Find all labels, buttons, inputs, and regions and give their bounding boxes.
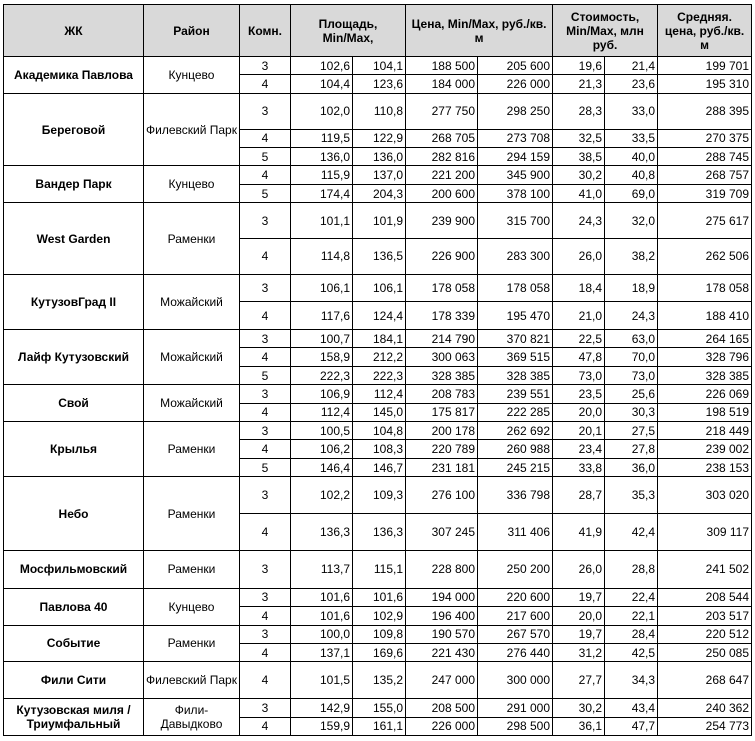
complex-name: Свой bbox=[4, 385, 144, 422]
area-max-cell: 161,1 bbox=[353, 717, 406, 735]
price-min-cell: 196 400 bbox=[406, 607, 478, 625]
area-min-cell: 114,8 bbox=[291, 239, 353, 275]
area-max-cell: 102,9 bbox=[353, 607, 406, 625]
cost-min-cell: 19,7 bbox=[553, 588, 605, 606]
area-min-cell: 102,0 bbox=[291, 93, 353, 129]
cost-max-cell: 42,5 bbox=[605, 643, 658, 661]
avg-price-cell: 328 796 bbox=[658, 348, 752, 366]
avg-price-cell: 254 773 bbox=[658, 717, 752, 735]
cost-min-cell: 47,8 bbox=[553, 348, 605, 366]
price-min-cell: 282 816 bbox=[406, 148, 478, 166]
price-max-cell: 178 058 bbox=[478, 274, 553, 302]
avg-price-cell: 220 512 bbox=[658, 625, 752, 643]
area-min-cell: 159,9 bbox=[291, 717, 353, 735]
cost-min-cell: 21,0 bbox=[553, 302, 605, 330]
table-row bbox=[4, 422, 752, 440]
cost-min-cell: 26,0 bbox=[553, 550, 605, 588]
district-name: Филевский Парк bbox=[144, 93, 240, 166]
area-min-cell: 115,9 bbox=[291, 166, 353, 184]
cost-max-cell: 33,5 bbox=[605, 129, 658, 147]
price-min-cell: 214 790 bbox=[406, 330, 478, 348]
cost-max-cell: 40,0 bbox=[605, 148, 658, 166]
area-min-cell: 101,6 bbox=[291, 588, 353, 606]
rooms-cell: 5 bbox=[240, 458, 291, 476]
cost-max-cell: 22,4 bbox=[605, 588, 658, 606]
cost-max-cell: 27,8 bbox=[605, 440, 658, 458]
price-min-cell: 277 750 bbox=[406, 93, 478, 129]
cost-min-cell: 28,3 bbox=[553, 93, 605, 129]
price-max-cell: 250 200 bbox=[478, 550, 553, 588]
area-max-cell: 104,8 bbox=[353, 422, 406, 440]
rooms-cell: 5 bbox=[240, 184, 291, 202]
rooms-cell: 4 bbox=[240, 348, 291, 366]
cost-min-cell: 30,2 bbox=[553, 166, 605, 184]
cost-max-cell: 43,4 bbox=[605, 699, 658, 717]
cost-max-cell: 25,6 bbox=[605, 385, 658, 403]
cost-min-cell: 20,0 bbox=[553, 403, 605, 421]
area-min-cell: 142,9 bbox=[291, 699, 353, 717]
price-max-cell: 378 100 bbox=[478, 184, 553, 202]
area-max-cell: 222,3 bbox=[353, 366, 406, 384]
rooms-cell: 3 bbox=[240, 385, 291, 403]
price-max-cell: 370 821 bbox=[478, 330, 553, 348]
area-max-cell: 136,0 bbox=[353, 148, 406, 166]
cost-max-cell: 30,3 bbox=[605, 403, 658, 421]
price-max-cell: 205 600 bbox=[478, 57, 553, 75]
area-max-cell: 108,3 bbox=[353, 440, 406, 458]
header-price: Цена, Min/Max, руб./кв. м bbox=[406, 5, 553, 57]
area-min-cell: 101,5 bbox=[291, 662, 353, 699]
price-max-cell: 345 900 bbox=[478, 166, 553, 184]
district-name: Раменки bbox=[144, 625, 240, 662]
area-min-cell: 117,6 bbox=[291, 302, 353, 330]
price-min-cell: 226 000 bbox=[406, 717, 478, 735]
avg-price-cell: 275 617 bbox=[658, 203, 752, 239]
table-row bbox=[4, 385, 752, 403]
header-complex: ЖК bbox=[4, 5, 144, 57]
area-min-cell: 106,1 bbox=[291, 274, 353, 302]
price-max-cell: 336 798 bbox=[478, 477, 553, 514]
table-row bbox=[4, 166, 752, 184]
rooms-cell: 4 bbox=[240, 166, 291, 184]
rooms-cell: 4 bbox=[240, 514, 291, 551]
area-min-cell: 102,2 bbox=[291, 477, 353, 514]
cost-min-cell: 38,5 bbox=[553, 148, 605, 166]
table-row bbox=[4, 93, 752, 129]
area-min-cell: 136,3 bbox=[291, 514, 353, 551]
complex-name: Вандер Парк bbox=[4, 166, 144, 203]
avg-price-cell: 264 165 bbox=[658, 330, 752, 348]
cost-max-cell: 33,0 bbox=[605, 93, 658, 129]
complex-name: Лайф Кутузовский bbox=[4, 330, 144, 385]
price-min-cell: 228 800 bbox=[406, 550, 478, 588]
price-min-cell: 208 500 bbox=[406, 699, 478, 717]
avg-price-cell: 203 517 bbox=[658, 607, 752, 625]
avg-price-cell: 262 506 bbox=[658, 239, 752, 275]
complex-name: КутузовГрад II bbox=[4, 274, 144, 329]
cost-min-cell: 23,5 bbox=[553, 385, 605, 403]
price-min-cell: 200 600 bbox=[406, 184, 478, 202]
price-min-cell: 175 817 bbox=[406, 403, 478, 421]
header-area: Площадь, Min/Max, bbox=[291, 5, 406, 57]
area-max-cell: 204,3 bbox=[353, 184, 406, 202]
district-name: Фили-Давыдково bbox=[144, 699, 240, 736]
avg-price-cell: 303 020 bbox=[658, 477, 752, 514]
table-row bbox=[4, 662, 752, 699]
price-max-cell: 260 988 bbox=[478, 440, 553, 458]
rooms-cell: 4 bbox=[240, 129, 291, 147]
area-min-cell: 102,6 bbox=[291, 57, 353, 75]
area-max-cell: 155,0 bbox=[353, 699, 406, 717]
complex-name: Мосфильмовский bbox=[4, 550, 144, 588]
table-row bbox=[4, 588, 752, 606]
rooms-cell: 4 bbox=[240, 662, 291, 699]
price-max-cell: 239 551 bbox=[478, 385, 553, 403]
cost-min-cell: 22,5 bbox=[553, 330, 605, 348]
area-max-cell: 136,5 bbox=[353, 239, 406, 275]
table-row bbox=[4, 330, 752, 348]
price-min-cell: 239 900 bbox=[406, 203, 478, 239]
price-min-cell: 268 705 bbox=[406, 129, 478, 147]
header-row bbox=[4, 5, 752, 57]
cost-max-cell: 73,0 bbox=[605, 366, 658, 384]
apartment-price-table bbox=[3, 4, 752, 736]
price-min-cell: 220 789 bbox=[406, 440, 478, 458]
avg-price-cell: 198 519 bbox=[658, 403, 752, 421]
rooms-cell: 3 bbox=[240, 625, 291, 643]
area-max-cell: 115,1 bbox=[353, 550, 406, 588]
cost-min-cell: 33,8 bbox=[553, 458, 605, 476]
table-body bbox=[4, 57, 752, 736]
area-min-cell: 158,9 bbox=[291, 348, 353, 366]
area-min-cell: 100,7 bbox=[291, 330, 353, 348]
price-min-cell: 184 000 bbox=[406, 75, 478, 93]
price-max-cell: 298 500 bbox=[478, 717, 553, 735]
area-max-cell: 109,3 bbox=[353, 477, 406, 514]
price-min-cell: 247 000 bbox=[406, 662, 478, 699]
cost-max-cell: 42,4 bbox=[605, 514, 658, 551]
cost-min-cell: 21,3 bbox=[553, 75, 605, 93]
rooms-cell: 4 bbox=[240, 440, 291, 458]
area-min-cell: 113,7 bbox=[291, 550, 353, 588]
rooms-cell: 3 bbox=[240, 477, 291, 514]
table-row bbox=[4, 203, 752, 239]
area-min-cell: 119,5 bbox=[291, 129, 353, 147]
complex-name: Академика Павлова bbox=[4, 57, 144, 94]
price-max-cell: 195 470 bbox=[478, 302, 553, 330]
cost-max-cell: 18,9 bbox=[605, 274, 658, 302]
price-max-cell: 311 406 bbox=[478, 514, 553, 551]
price-max-cell: 276 440 bbox=[478, 643, 553, 661]
complex-name: Крылья bbox=[4, 422, 144, 477]
district-name: Раменки bbox=[144, 477, 240, 551]
price-max-cell: 298 250 bbox=[478, 93, 553, 129]
avg-price-cell: 239 002 bbox=[658, 440, 752, 458]
avg-price-cell: 238 153 bbox=[658, 458, 752, 476]
district-name: Раменки bbox=[144, 203, 240, 275]
avg-price-cell: 270 375 bbox=[658, 129, 752, 147]
area-min-cell: 136,0 bbox=[291, 148, 353, 166]
price-max-cell: 245 215 bbox=[478, 458, 553, 476]
complex-name: West Garden bbox=[4, 203, 144, 275]
price-max-cell: 220 600 bbox=[478, 588, 553, 606]
area-min-cell: 146,4 bbox=[291, 458, 353, 476]
avg-price-cell: 226 069 bbox=[658, 385, 752, 403]
district-name: Кунцево bbox=[144, 57, 240, 94]
area-min-cell: 106,2 bbox=[291, 440, 353, 458]
cost-max-cell: 23,6 bbox=[605, 75, 658, 93]
cost-max-cell: 40,8 bbox=[605, 166, 658, 184]
price-max-cell: 226 000 bbox=[478, 75, 553, 93]
cost-min-cell: 73,0 bbox=[553, 366, 605, 384]
table-row bbox=[4, 477, 752, 514]
table-row bbox=[4, 699, 752, 717]
district-name: Кунцево bbox=[144, 166, 240, 203]
header-avg-price: Средняя. цена, руб./кв. м bbox=[658, 5, 752, 57]
area-max-cell: 110,8 bbox=[353, 93, 406, 129]
cost-min-cell: 31,2 bbox=[553, 643, 605, 661]
cost-min-cell: 26,0 bbox=[553, 239, 605, 275]
avg-price-cell: 319 709 bbox=[658, 184, 752, 202]
area-min-cell: 137,1 bbox=[291, 643, 353, 661]
area-max-cell: 145,0 bbox=[353, 403, 406, 421]
avg-price-cell: 268 647 bbox=[658, 662, 752, 699]
cost-min-cell: 41,9 bbox=[553, 514, 605, 551]
rooms-cell: 5 bbox=[240, 366, 291, 384]
district-name: Кунцево bbox=[144, 588, 240, 625]
cost-min-cell: 20,1 bbox=[553, 422, 605, 440]
district-name: Можайский bbox=[144, 385, 240, 422]
rooms-cell: 3 bbox=[240, 588, 291, 606]
complex-name: Фили Сити bbox=[4, 662, 144, 699]
complex-name: Павлова 40 bbox=[4, 588, 144, 625]
price-max-cell: 291 000 bbox=[478, 699, 553, 717]
avg-price-cell: 218 449 bbox=[658, 422, 752, 440]
table-row bbox=[4, 550, 752, 588]
cost-min-cell: 32,5 bbox=[553, 129, 605, 147]
rooms-cell: 4 bbox=[240, 75, 291, 93]
price-max-cell: 369 515 bbox=[478, 348, 553, 366]
cost-max-cell: 47,7 bbox=[605, 717, 658, 735]
cost-min-cell: 19,7 bbox=[553, 625, 605, 643]
price-min-cell: 208 783 bbox=[406, 385, 478, 403]
header-rooms: Комн. bbox=[240, 5, 291, 57]
rooms-cell: 3 bbox=[240, 699, 291, 717]
area-max-cell: 124,4 bbox=[353, 302, 406, 330]
cost-min-cell: 18,4 bbox=[553, 274, 605, 302]
rooms-cell: 3 bbox=[240, 274, 291, 302]
area-min-cell: 106,9 bbox=[291, 385, 353, 403]
avg-price-cell: 328 385 bbox=[658, 366, 752, 384]
cost-min-cell: 20,0 bbox=[553, 607, 605, 625]
header-cost: Стоимость, Min/Max, млн руб. bbox=[553, 5, 658, 57]
price-max-cell: 328 385 bbox=[478, 366, 553, 384]
cost-max-cell: 28,8 bbox=[605, 550, 658, 588]
complex-name: Небо bbox=[4, 477, 144, 551]
area-min-cell: 100,0 bbox=[291, 625, 353, 643]
rooms-cell: 3 bbox=[240, 422, 291, 440]
avg-price-cell: 208 544 bbox=[658, 588, 752, 606]
rooms-cell: 3 bbox=[240, 93, 291, 129]
avg-price-cell: 288 745 bbox=[658, 148, 752, 166]
header-district: Район bbox=[144, 5, 240, 57]
area-max-cell: 137,0 bbox=[353, 166, 406, 184]
price-max-cell: 262 692 bbox=[478, 422, 553, 440]
price-min-cell: 200 178 bbox=[406, 422, 478, 440]
area-max-cell: 122,9 bbox=[353, 129, 406, 147]
complex-name: Событие bbox=[4, 625, 144, 662]
district-name: Раменки bbox=[144, 550, 240, 588]
cost-max-cell: 38,2 bbox=[605, 239, 658, 275]
price-max-cell: 222 285 bbox=[478, 403, 553, 421]
avg-price-cell: 268 757 bbox=[658, 166, 752, 184]
price-max-cell: 267 570 bbox=[478, 625, 553, 643]
price-max-cell: 273 708 bbox=[478, 129, 553, 147]
price-min-cell: 226 900 bbox=[406, 239, 478, 275]
cost-max-cell: 63,0 bbox=[605, 330, 658, 348]
area-max-cell: 101,9 bbox=[353, 203, 406, 239]
cost-max-cell: 70,0 bbox=[605, 348, 658, 366]
cost-max-cell: 35,3 bbox=[605, 477, 658, 514]
area-min-cell: 101,6 bbox=[291, 607, 353, 625]
avg-price-cell: 241 502 bbox=[658, 550, 752, 588]
table-row bbox=[4, 57, 752, 75]
avg-price-cell: 195 310 bbox=[658, 75, 752, 93]
table-row bbox=[4, 274, 752, 302]
area-max-cell: 135,2 bbox=[353, 662, 406, 699]
area-max-cell: 101,6 bbox=[353, 588, 406, 606]
cost-max-cell: 36,0 bbox=[605, 458, 658, 476]
price-max-cell: 294 159 bbox=[478, 148, 553, 166]
rooms-cell: 3 bbox=[240, 330, 291, 348]
district-name: Филевский Парк bbox=[144, 662, 240, 699]
price-min-cell: 300 063 bbox=[406, 348, 478, 366]
cost-min-cell: 23,4 bbox=[553, 440, 605, 458]
district-name: Можайский bbox=[144, 274, 240, 329]
district-name: Раменки bbox=[144, 422, 240, 477]
rooms-cell: 3 bbox=[240, 203, 291, 239]
cost-min-cell: 24,3 bbox=[553, 203, 605, 239]
avg-price-cell: 288 395 bbox=[658, 93, 752, 129]
cost-min-cell: 28,7 bbox=[553, 477, 605, 514]
price-min-cell: 328 385 bbox=[406, 366, 478, 384]
avg-price-cell: 250 085 bbox=[658, 643, 752, 661]
rooms-cell: 4 bbox=[240, 607, 291, 625]
cost-max-cell: 34,3 bbox=[605, 662, 658, 699]
cost-max-cell: 28,4 bbox=[605, 625, 658, 643]
price-min-cell: 231 181 bbox=[406, 458, 478, 476]
rooms-cell: 4 bbox=[240, 239, 291, 275]
rooms-cell: 4 bbox=[240, 717, 291, 735]
avg-price-cell: 188 410 bbox=[658, 302, 752, 330]
price-min-cell: 178 339 bbox=[406, 302, 478, 330]
area-max-cell: 112,4 bbox=[353, 385, 406, 403]
rooms-cell: 3 bbox=[240, 550, 291, 588]
complex-name: Кутузовская миля / Триумфальный bbox=[4, 699, 144, 736]
avg-price-cell: 199 701 bbox=[658, 57, 752, 75]
price-min-cell: 221 430 bbox=[406, 643, 478, 661]
cost-min-cell: 36,1 bbox=[553, 717, 605, 735]
area-max-cell: 184,1 bbox=[353, 330, 406, 348]
area-max-cell: 212,2 bbox=[353, 348, 406, 366]
rooms-cell: 4 bbox=[240, 302, 291, 330]
cost-max-cell: 24,3 bbox=[605, 302, 658, 330]
price-min-cell: 307 245 bbox=[406, 514, 478, 551]
cost-max-cell: 21,4 bbox=[605, 57, 658, 75]
price-max-cell: 300 000 bbox=[478, 662, 553, 699]
cost-min-cell: 41,0 bbox=[553, 184, 605, 202]
area-max-cell: 146,7 bbox=[353, 458, 406, 476]
area-max-cell: 104,1 bbox=[353, 57, 406, 75]
rooms-cell: 4 bbox=[240, 403, 291, 421]
avg-price-cell: 240 362 bbox=[658, 699, 752, 717]
complex-name: Береговой bbox=[4, 93, 144, 166]
area-min-cell: 174,4 bbox=[291, 184, 353, 202]
area-min-cell: 100,5 bbox=[291, 422, 353, 440]
area-max-cell: 136,3 bbox=[353, 514, 406, 551]
price-min-cell: 276 100 bbox=[406, 477, 478, 514]
area-min-cell: 104,4 bbox=[291, 75, 353, 93]
price-max-cell: 315 700 bbox=[478, 203, 553, 239]
cost-min-cell: 19,6 bbox=[553, 57, 605, 75]
area-max-cell: 109,8 bbox=[353, 625, 406, 643]
price-min-cell: 190 570 bbox=[406, 625, 478, 643]
area-max-cell: 123,6 bbox=[353, 75, 406, 93]
cost-max-cell: 69,0 bbox=[605, 184, 658, 202]
area-min-cell: 101,1 bbox=[291, 203, 353, 239]
area-min-cell: 112,4 bbox=[291, 403, 353, 421]
cost-min-cell: 27,7 bbox=[553, 662, 605, 699]
area-max-cell: 106,1 bbox=[353, 274, 406, 302]
cost-max-cell: 32,0 bbox=[605, 203, 658, 239]
price-min-cell: 188 500 bbox=[406, 57, 478, 75]
rooms-cell: 4 bbox=[240, 643, 291, 661]
price-max-cell: 283 300 bbox=[478, 239, 553, 275]
table-row bbox=[4, 625, 752, 643]
cost-max-cell: 27,5 bbox=[605, 422, 658, 440]
area-min-cell: 222,3 bbox=[291, 366, 353, 384]
area-max-cell: 169,6 bbox=[353, 643, 406, 661]
cost-max-cell: 22,1 bbox=[605, 607, 658, 625]
price-max-cell: 217 600 bbox=[478, 607, 553, 625]
avg-price-cell: 309 117 bbox=[658, 514, 752, 551]
price-min-cell: 194 000 bbox=[406, 588, 478, 606]
cost-min-cell: 30,2 bbox=[553, 699, 605, 717]
price-min-cell: 178 058 bbox=[406, 274, 478, 302]
rooms-cell: 3 bbox=[240, 57, 291, 75]
avg-price-cell: 178 058 bbox=[658, 274, 752, 302]
district-name: Можайский bbox=[144, 330, 240, 385]
price-min-cell: 221 200 bbox=[406, 166, 478, 184]
rooms-cell: 5 bbox=[240, 148, 291, 166]
